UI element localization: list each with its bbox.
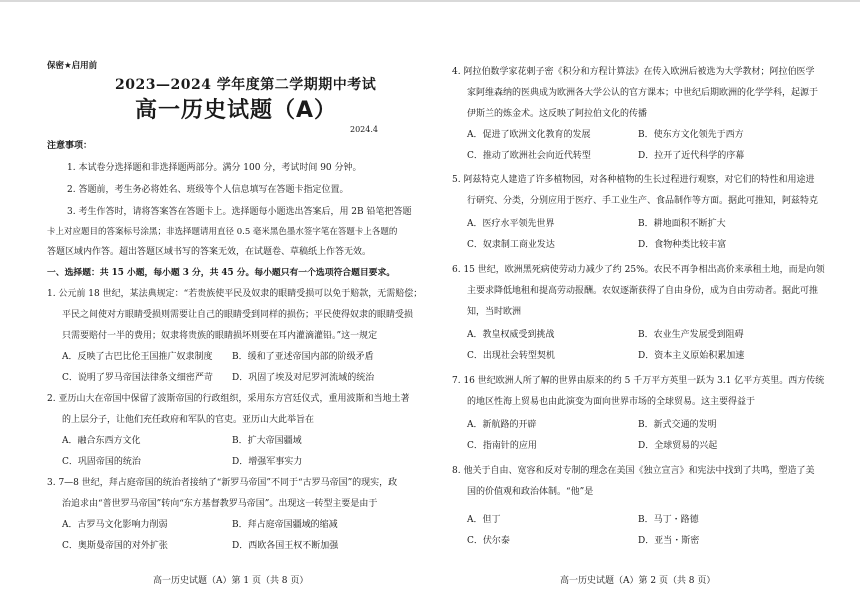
option-c: C．伏尔泰: [467, 536, 510, 546]
question-line: 8. 他关于自由、宽容和反对专制的理念在美国《独立宣言》和宪法中找到了共鸣，塑造了美: [452, 466, 815, 476]
question-line: 主要求降低地租和提高劳动报酬。农奴逐渐获得了自由身份，成为自由劳动者。据此可推: [467, 286, 819, 296]
option-d: D．资本主义原始积累加速: [638, 351, 745, 361]
question-line: 知，当时欧洲: [467, 307, 522, 317]
option-b: B．扩大帝国疆域: [232, 436, 302, 446]
question-line: 行研究、分类，分别应用于医疗、手工业生产、食品制作等方面。据此可推知，阿兹特克: [467, 196, 819, 206]
option-d: D．巩固了埃及对尼罗河流域的统治: [232, 373, 375, 383]
option-a: A．融合东西方文化: [62, 436, 141, 446]
option-d: D．食物种类比较丰富: [638, 240, 727, 250]
secret-label: 保密★启用前: [47, 61, 98, 71]
option-d: D．拉开了近代科学的序幕: [638, 151, 745, 161]
question-line: 3. 7—8 世纪，拜占庭帝国的统治者接纳了“新罗马帝国”不同于“古罗马帝国”的现实，政: [47, 478, 398, 488]
option-d: D．全球贸易的兴起: [638, 441, 718, 451]
notice-item: 答题区域内作答。超出答题区域书写的答案无效，在试题卷、草稿纸上作答无效。: [47, 247, 372, 257]
page-footer: 高一历史试题（A）第 2 页（共 8 页）: [560, 576, 716, 586]
notice-heading: 注意事项：: [47, 141, 93, 151]
question-line: 的地区性海上贸易也由此演变为面向世界市场的全球贸易。这主要得益于: [467, 397, 756, 407]
page-footer: 高一历史试题（A）第 1 页（共 8 页）: [153, 576, 309, 586]
question-line: 伊斯兰的炼金术。这反映了阿拉伯文化的传播: [467, 109, 648, 119]
question-line: 平民之间使对方眼睛受损则需要让自己的眼睛受到同样的损伤；平民使得奴隶的眼睛受损: [62, 310, 414, 320]
option-c: C．奴隶制工商业发达: [467, 240, 555, 250]
option-b: B．农业生产发展受到阻碍: [638, 330, 744, 340]
question-line: 6. 15 世纪，欧洲黑死病使劳动力减少了约 25%。农民不再争相出高价来承租土地，而是向领: [452, 265, 825, 275]
option-c: C．指南针的应用: [467, 441, 537, 451]
page-title: 高一历史试题（A）: [135, 98, 338, 123]
notice-item: 卡上对应题目的答案标号涂黑；非选择题请用直径 0.5 毫米黑色墨水签字笔在答题卡上各题的: [47, 227, 398, 237]
question-line: 家阿维森纳的医典成为欧洲各大学公认的官方课本；中世纪后期欧洲的化学学科，起源于: [467, 88, 819, 98]
option-c: C．说明了罗马帝国法律条文细密严苛: [62, 373, 213, 383]
exam-date: 2024.4: [350, 125, 378, 134]
notice-item: 2. 答题前，考生务必将姓名、班级等个人信息填写在答题卡指定位置。: [67, 185, 349, 195]
notice-item: 3. 考生作答时，请将答案答在答题卡上。选择题每小题选出答案后，用 2B 铅笔把答题: [67, 207, 412, 217]
exam-title: 2023—2024 学年度第二学期期中考试: [115, 77, 377, 93]
question-line: 4. 阿拉伯数学家花剌子密《积分和方程计算法》在传入欧洲后被选为大学教材；阿拉伯医学: [452, 67, 815, 77]
option-a: A．但丁: [467, 515, 501, 525]
question-line: 治追求由“普世罗马帝国”转向“东方基督教罗马帝国”。出现这一转型主要是由于: [62, 499, 378, 509]
question-line: 的上层分子，让他们充任政府和军队的官吏。亚历山大此举旨在: [62, 415, 315, 425]
exam-page-2: [430, 0, 860, 598]
option-a: A．医疗水平领先世界: [467, 219, 555, 229]
option-c: C．奥斯曼帝国的对外扩张: [62, 541, 168, 551]
notice-item: 1. 本试卷分选择题和非选择题两部分。满分 100 分，考试时间 90 分钟。: [67, 163, 362, 173]
question-line: 国的价值观和政治体制。“他”是: [467, 487, 594, 497]
option-b: B．缓和了亚述帝国内部的阶级矛盾: [232, 352, 374, 362]
option-b: B．使东方文化领先于西方: [638, 130, 744, 140]
option-b: B．拜占庭帝国疆域的缩减: [232, 520, 338, 530]
option-b: B．新式交通的发明: [638, 420, 717, 430]
option-a: A．促进了欧洲文化教育的发展: [467, 130, 591, 140]
option-b: B．马丁・路德: [638, 515, 699, 525]
option-a: A．教皇权威受到挑战: [467, 330, 555, 340]
option-d: D．增强军事实力: [232, 457, 303, 467]
option-c: C．出现社会转型契机: [467, 351, 555, 361]
option-d: D．西欧各国王权不断加强: [232, 541, 339, 551]
section-heading: 一、选择题：共 15 小题，每小题 3 分，共 45 分。每小题只有一个选项符合题目要求。: [47, 268, 396, 278]
question-line: 1. 公元前 18 世纪，某法典规定：“若贵族使平民及奴隶的眼睛受损可以免于赔款，无需赔偿；: [47, 289, 423, 299]
question-line: 5. 阿兹特克人建造了许多植物园，对各种植物的生长过程进行观察，对它们的特性和用途进: [452, 175, 815, 185]
option-b: B．耕地面积不断扩大: [638, 219, 726, 229]
option-a: A．古罗马文化影响力削弱: [62, 520, 168, 530]
option-a: A．新航路的开辟: [467, 420, 537, 430]
option-a: A．反映了古巴比伦王国推广奴隶制度: [62, 352, 213, 362]
option-c: C．推动了欧洲社会向近代转型: [467, 151, 591, 161]
option-d: D．亚当・斯密: [638, 536, 700, 546]
question-line: 7. 16 世纪欧洲人所了解的世界由原来的约 5 千万平方英里一跃为 3.1 亿平方英里。西方传统: [452, 376, 825, 386]
question-line: 2. 亚历山大在帝国中保留了波斯帝国的行政组织，采用东方宫廷仪式，重用波斯和当地土著: [47, 394, 410, 404]
option-c: C．巩固帝国的统治: [62, 457, 141, 467]
question-line: 只需要赔付一半的费用；奴隶将贵族的眼睛损坏则要在耳内灌滴灌铅。”这一规定: [62, 331, 378, 341]
